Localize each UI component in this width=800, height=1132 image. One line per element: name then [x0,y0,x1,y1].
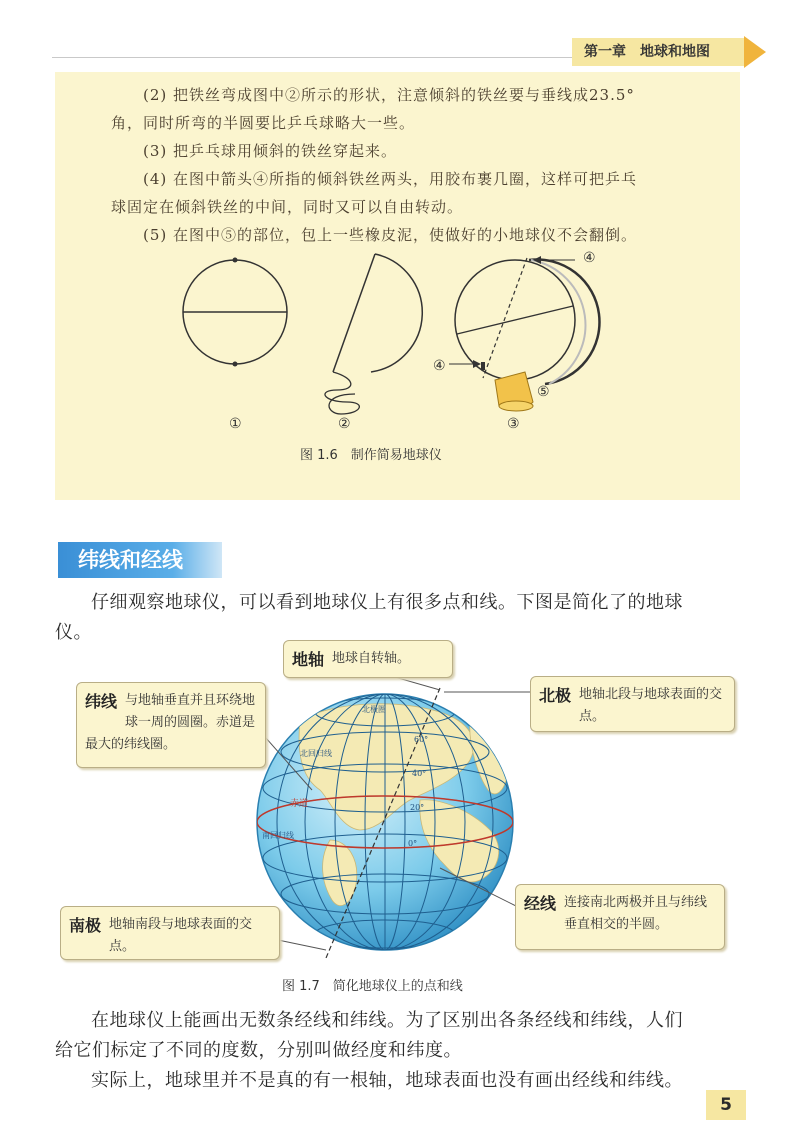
figure-label-1: ① [229,416,242,432]
label-south-pole [60,906,280,960]
figure-label-2: ② [338,416,351,432]
label-longitude [515,884,725,950]
map-text-tropic-capricorn: 南回归线 [262,831,294,840]
step-2-line1: (2) 把铁丝弯成图中②所示的形状，注意倾斜的铁丝要与垂线成23.5° [143,86,635,104]
marker-4-left: ④ [433,358,446,374]
label-latitude [76,682,266,768]
intro-line-2: 仪。 [55,622,92,643]
label-longitude-desc: 连接南北两极并且与纬线垂直相交的半圆。 [564,895,708,932]
leader-south [278,940,326,950]
chapter-header: 第一章 地球和地图 [572,38,744,66]
body-p1-line1: 在地球仪上能画出无数条经线和纬线。为了区别出各条经线和纬线，人们 [91,1010,683,1031]
map-text-0: 0° [408,839,418,848]
step-3: (3) 把乒乓球用倾斜的铁丝穿起来。 [143,142,398,160]
intro-line-1: 仔细观察地球仪，可以看到地球仪上有很多点和线。下图是简化了的地球 [91,592,683,613]
globe-sphere [257,688,513,958]
label-axis [283,640,453,678]
label-axis-desc: 地球自转轴。 [332,651,411,666]
map-text-40: 40° [412,769,427,778]
label-latitude-term: 纬线 [85,692,118,711]
figure-label-3: ③ [507,416,520,432]
step-2-line2: 角，同时所弯的半圆要比乒乓球略大一些。 [111,114,416,132]
step-5: (5) 在图中⑤的部位，包上一些橡皮泥，使做好的小地球仪不会翻倒。 [143,226,638,244]
label-north-desc: 地轴北段与地球表面的交点。 [579,687,723,724]
map-text-20: 20° [410,803,425,812]
map-text-arctic-circle: 北极圈 [362,705,386,714]
marker-4-top: ④ [583,250,596,266]
page-number: 5 [706,1090,746,1120]
label-south-desc: 地轴南段与地球表面的交点。 [109,917,253,954]
figure-1-6-caption: 图 1.6 制作简易地球仪 [300,448,442,463]
label-longitude-term: 经线 [524,894,557,913]
label-latitude-desc: 与地轴垂直并且环绕地球一周的圆圈。赤道是最大的纬线圈。 [85,693,256,752]
map-text-equator: 赤道 [290,799,309,809]
body-p1-line2: 给它们标定了不同的度数，分别叫做经度和纬度。 [55,1040,462,1061]
label-north-pole [530,676,735,732]
map-text-tropic-cancer: 北回归线 [300,749,332,758]
marker-5: ⑤ [537,384,550,400]
map-text-60: 60° [414,735,429,744]
label-axis-term: 地轴 [292,650,325,669]
section-title: 纬线和经线 [58,542,222,578]
figure-1-7-caption: 图 1.7 简化地球仪上的点和线 [282,979,463,994]
label-south-term: 南极 [69,916,102,935]
label-north-term: 北极 [539,686,572,705]
step-4-line1: (4) 在图中箭头④所指的倾斜铁丝两头，用胶布裹几圈，这样可把乒乓 [143,170,638,188]
body-p2: 实际上，地球里并不是真的有一根轴，地球表面也没有画出经线和纬线。 [91,1070,683,1091]
step-4-line2: 球固定在倾斜铁丝的中间，同时又可以自由转动。 [111,198,464,216]
